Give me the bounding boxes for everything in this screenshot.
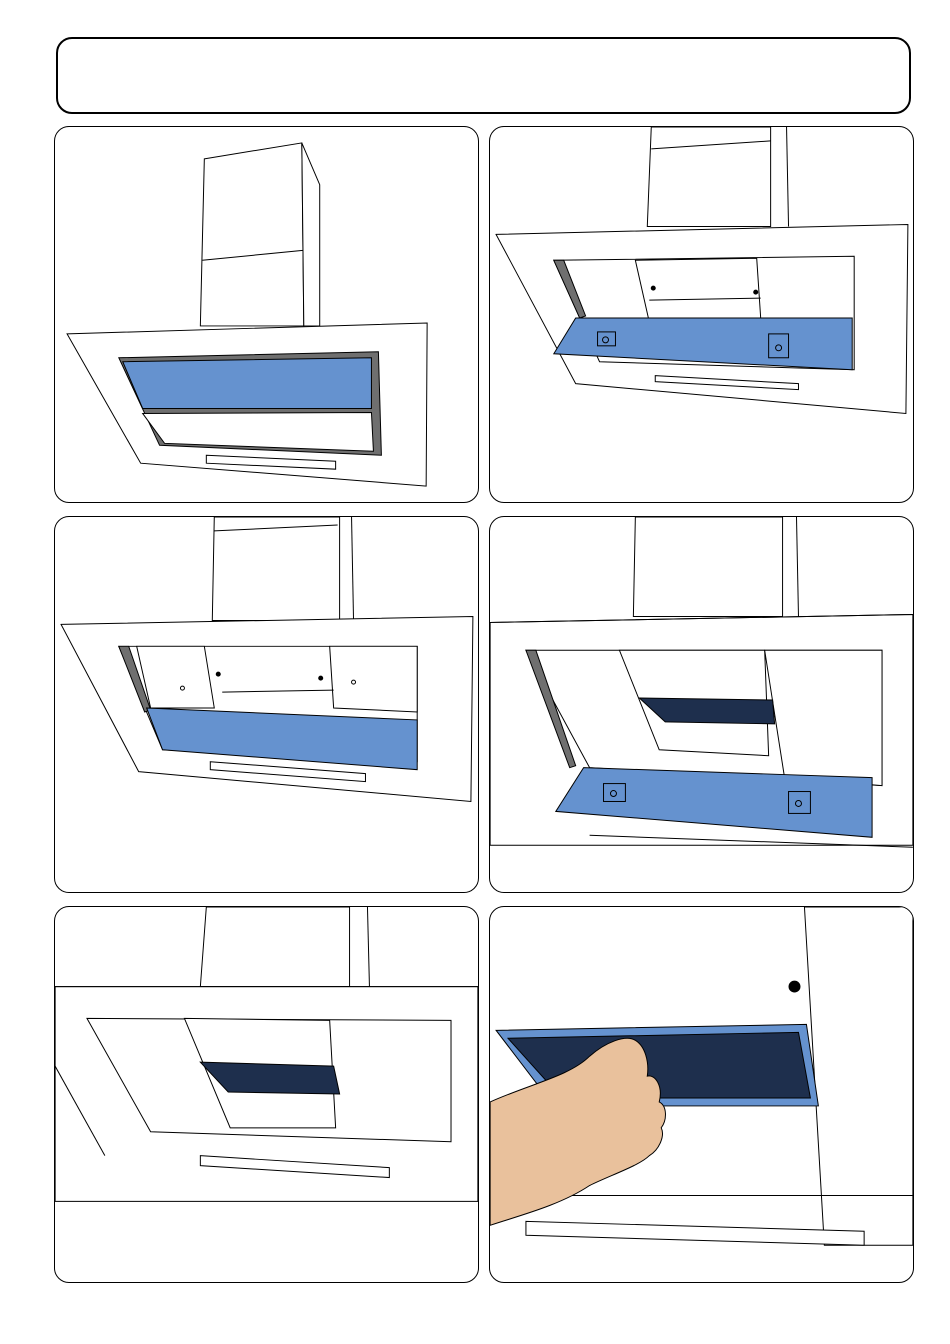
hand (490, 1038, 665, 1225)
step-5-panel (54, 906, 479, 1283)
chimney (633, 517, 798, 616)
step-4-panel (489, 516, 914, 893)
chimney (647, 127, 788, 226)
step-6-panel (489, 906, 914, 1283)
chimney (200, 907, 369, 987)
instruction-title-box (56, 37, 911, 114)
chimney (200, 143, 319, 326)
hood-closed-illustration (55, 127, 478, 502)
chimney (212, 517, 353, 620)
blue-panel-lowered-illustration (490, 127, 913, 502)
hood-open-illustration (55, 517, 478, 892)
filter-in-recess-illustration (55, 907, 478, 1282)
step-1-panel (54, 126, 479, 503)
step-3-panel (54, 516, 479, 893)
blue-panel (123, 358, 372, 409)
panel-folded-filter-visible-illustration (490, 517, 913, 892)
step-2-panel (489, 126, 914, 503)
hand-removing-filter-illustration (490, 907, 913, 1282)
